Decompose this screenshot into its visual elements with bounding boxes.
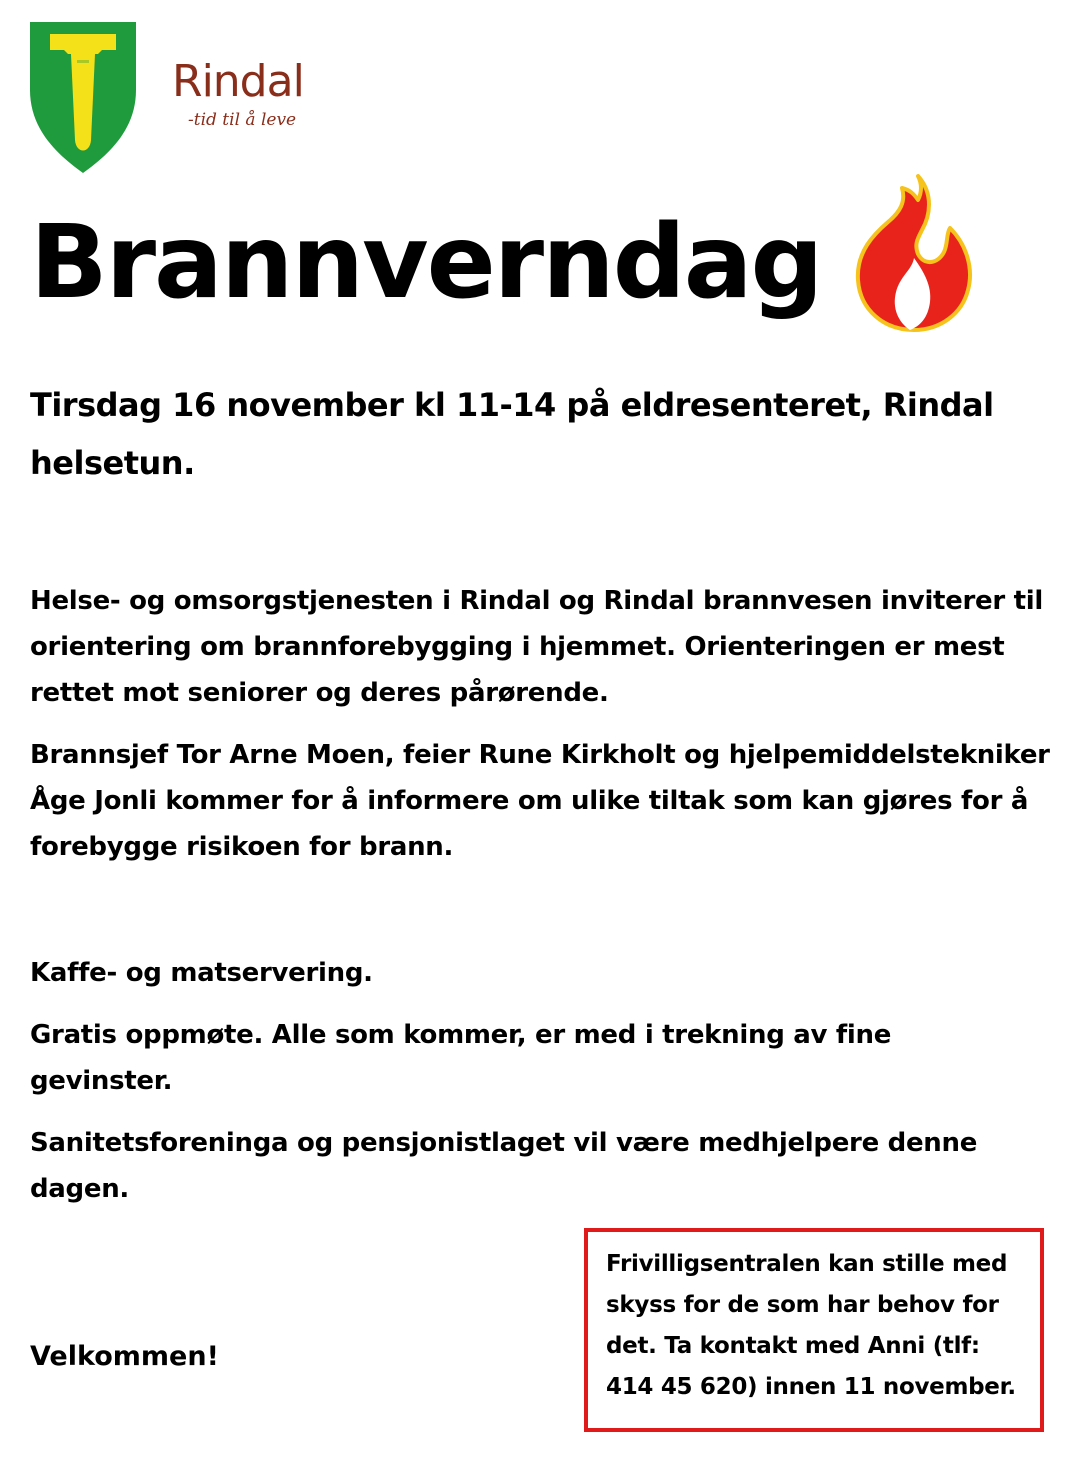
intro-paragraph: Helse- og omsorgstjenesten i Rindal og Rindal brannvesen inviterer til orientering om brannforebygging i hjemmet. Orienteringen er mest rettet mot seniorer og deres pårørende. (30, 586, 1043, 708)
flame-icon (852, 172, 978, 334)
helpers-paragraph: Sanitetsforeninga og pensjonistlaget vil være medhjelpere denne dagen. (30, 1128, 978, 1204)
brand-name: Rindal (172, 56, 304, 107)
transport-notice-box (584, 1228, 1044, 1432)
speakers-paragraph: Brannsjef Tor Arne Moen, feier Rune Kirkholt og hjelpemiddelstekniker Åge Jonli kommer for å informere om ulike tiltak som kan gjøres for å forebygge risikoen for brann. (30, 740, 1050, 862)
rindal-coat-of-arms-icon (28, 20, 138, 175)
page-title: Brannverndag (30, 203, 822, 322)
prizes-paragraph: Gratis oppmøte. Alle som kommer, er med i trekning av fine gevinster. (30, 1020, 892, 1096)
transport-notice-text: Frivilligsentralen kan stille med skyss for de som har behov for det. Ta kontakt med Anni (tlf: 414 45 620) innen 11 november. (606, 1251, 1016, 1400)
brand-tagline: -tid til å leve (188, 110, 297, 130)
closing-text: Velkommen! (30, 1341, 219, 1372)
event-date-location: Tirsdag 16 november kl 11-14 på eldresenteret, Rindal helsetun. (30, 386, 994, 482)
refreshments-paragraph: Kaffe- og matservering. (30, 958, 373, 988)
